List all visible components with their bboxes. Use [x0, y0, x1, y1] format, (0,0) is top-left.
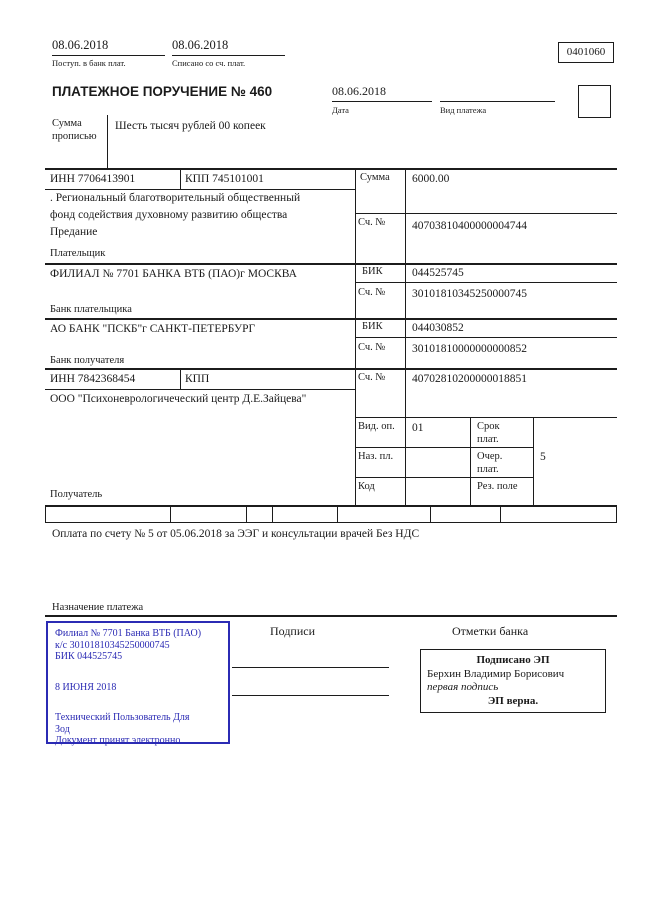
vid-op-value: 01 — [412, 422, 424, 434]
document-title: ПЛАТЕЖНОЕ ПОРУЧЕНИЕ № 460 — [52, 84, 273, 99]
stamp-date: 8 ИЮНЯ 2018 — [55, 681, 117, 693]
table-line — [355, 447, 533, 448]
table-line — [45, 522, 617, 523]
received-date-value: 08.06.2018 — [52, 38, 165, 56]
debited-date-label: Списано со сч. плат. — [172, 58, 246, 68]
srok-plat-label: Срок плат. — [477, 421, 500, 445]
payer-acc: 40703810400000004744 — [412, 220, 527, 232]
tax-row-line — [272, 505, 273, 522]
stamp-note: Документ принят электронно — [55, 735, 181, 746]
table-line — [180, 368, 181, 389]
bank-marks-header: Отметки банка — [452, 624, 529, 638]
rez-pole-label: Рез. поле — [477, 481, 518, 492]
table-line — [180, 168, 181, 189]
payer-bank-label: Банк плательщика — [50, 304, 132, 315]
payer-kpp: КПП 745101001 — [185, 173, 264, 185]
date-field-value: 08.06.2018 — [332, 84, 432, 102]
table-line — [533, 417, 534, 505]
signed-stamp-box — [420, 649, 606, 713]
payee-bank-bik-label: БИК — [362, 321, 383, 332]
tax-row-line — [616, 505, 617, 522]
amount-words-divider — [107, 115, 108, 168]
table-line — [45, 168, 617, 170]
amount-words-value: Шесть тысяч рублей 00 копеек — [115, 120, 266, 132]
debited-date-value: 08.06.2018 — [172, 38, 285, 56]
stamp-user: Технический Пользователь Для Зод — [55, 712, 190, 735]
stamp-bik: БИК 044525745 — [55, 651, 123, 662]
payee-acc: 40702810200000018851 — [412, 373, 527, 385]
payer-bank-acc: 30101810345250000745 — [412, 288, 527, 300]
amount-words-label: Сумма прописью — [52, 118, 97, 142]
payer-bank-bik-label: БИК — [362, 266, 383, 277]
table-line — [355, 417, 617, 418]
tax-row-line — [337, 505, 338, 522]
payee-bank-name: АО БАНК "ПСКБ"г САНКТ-ПЕТЕРБУРГ — [50, 323, 256, 335]
payee-kpp: КПП — [185, 373, 210, 385]
signer-name: Берхин Владимир Борисович — [427, 667, 565, 680]
tax-row-line — [500, 505, 501, 522]
payee-label: Получатель — [50, 489, 103, 500]
sum-label: Сумма — [360, 172, 390, 183]
payer-label: Плательщик — [50, 248, 106, 259]
sum-value: 6000.00 — [412, 173, 450, 185]
ocher-plat-label: Очер. плат. — [477, 451, 503, 475]
payee-bank-acc: 30101810000000000852 — [412, 343, 527, 355]
table-line — [45, 505, 617, 507]
tax-row-line — [170, 505, 171, 522]
purpose-label: Назначение платежа — [52, 602, 144, 613]
signed-title: Подписано ЭП — [476, 654, 550, 666]
table-line — [45, 368, 617, 370]
ocher-plat-value: 5 — [540, 451, 546, 463]
status-checkbox — [578, 85, 611, 118]
table-line — [355, 213, 617, 214]
payment-kind-field — [440, 84, 555, 102]
table-line — [45, 263, 617, 265]
table-line — [355, 337, 617, 338]
table-line — [45, 389, 355, 390]
kod-label: Код — [358, 481, 375, 492]
signature-verified: ЭП верна. — [487, 694, 539, 707]
table-line — [470, 417, 471, 505]
naz-pl-label: Наз. пл. — [358, 451, 394, 462]
tax-row-line — [246, 505, 247, 522]
stamp-bank-name: Филиал № 7701 Банка ВТБ (ПАО) — [55, 628, 202, 639]
table-line — [355, 477, 533, 478]
vid-op-label: Вид. оп. — [358, 421, 395, 432]
payment-kind-label: Вид платежа — [440, 105, 487, 115]
tax-row-line — [45, 505, 46, 522]
signatures-header: Подписи — [270, 624, 316, 638]
tax-row-line — [430, 505, 431, 522]
stamp-corr-account: к/с 30101810345250000745 — [55, 639, 170, 651]
payee-name: ООО "Психоневрологичеческий центр Д.Е.Зайцева" — [50, 393, 307, 405]
payer-inn: ИНН 7706413901 — [50, 173, 136, 185]
payee-bank-label: Банк получателя — [50, 355, 125, 366]
payee-acc-label: Сч. № — [358, 372, 386, 383]
signature-line-2 — [232, 695, 389, 696]
table-line — [355, 282, 617, 283]
form-code-box: 0401060 — [558, 42, 614, 63]
payee-bank-acc-label: Сч. № — [358, 342, 386, 353]
bank-stamp — [46, 621, 230, 744]
signature-kind: первая подпись — [427, 681, 499, 693]
date-field-label: Дата — [332, 105, 349, 115]
table-line — [45, 615, 617, 617]
table-line — [405, 168, 406, 505]
payer-bank-name: ФИЛИАЛ № 7701 БАНКА ВТБ (ПАО)г МОСКВА — [50, 268, 297, 280]
payer-bank-bik: 044525745 — [412, 267, 464, 279]
table-line — [45, 318, 617, 320]
payer-acc-label: Сч. № — [358, 217, 386, 228]
payer-name: . Региональный благотворительный общественный фонд содействия духовному развитию общества Предание — [50, 192, 301, 238]
purpose-text: Оплата по счету № 5 от 05.06.2018 за ЭЭГ и консультации врачей Без НДС — [52, 528, 420, 540]
payer-bank-acc-label: Сч. № — [358, 287, 386, 298]
received-date-label: Поступ. в банк плат. — [52, 58, 126, 68]
signature-line-1 — [232, 667, 389, 668]
payee-bank-bik: 044030852 — [412, 322, 464, 334]
payee-inn: ИНН 7842368454 — [50, 373, 136, 385]
table-line — [355, 168, 356, 505]
